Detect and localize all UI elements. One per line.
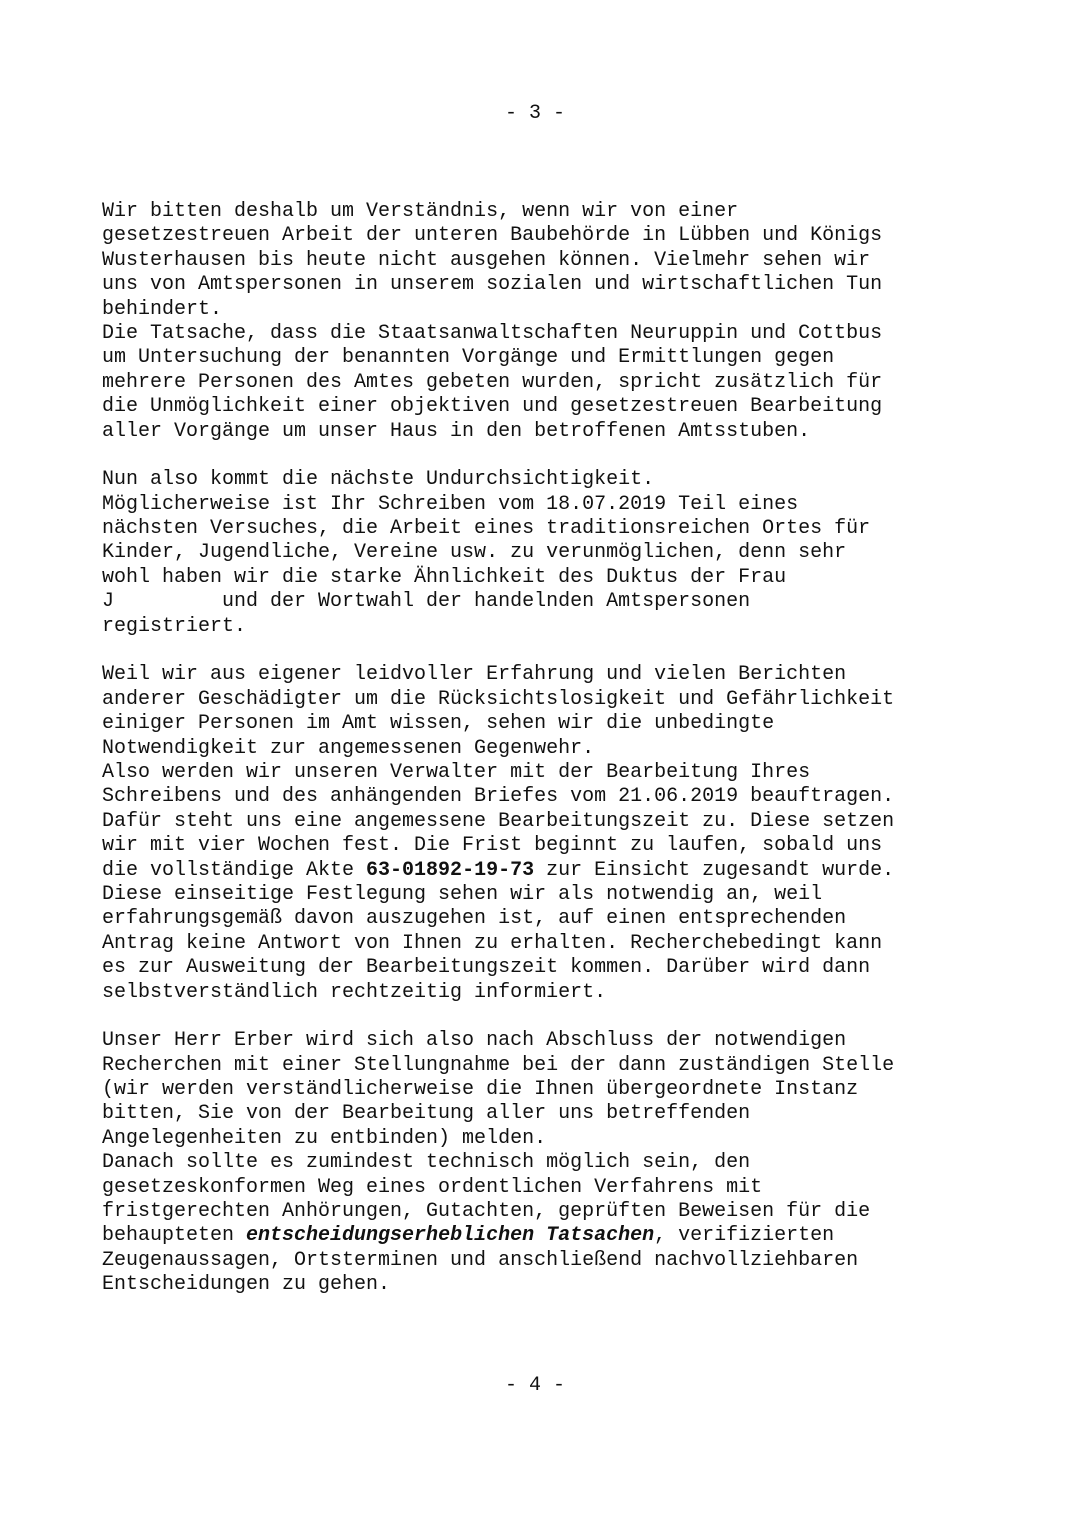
text-line: Möglicherweise ist Ihr Schreiben vom 18.07.2019 Teil eines xyxy=(102,492,799,516)
text-line: fristgerechten Anhörungen, Gutachten, geprüften Beweisen für die xyxy=(102,1200,871,1224)
text-line: Also werden wir unseren Verwalter mit der Bearbeitung Ihres xyxy=(102,760,811,784)
text-line: J und der Wortwahl der handelnden Amtspersonen xyxy=(102,590,751,614)
text-line: Wir bitten deshalb um Verständnis, wenn wir von einer xyxy=(102,200,739,223)
text-segment: behaupteten xyxy=(102,1224,247,1248)
text-line: selbstverständlich rechtzeitig informiert. xyxy=(102,980,607,1004)
page-number-top: - 3 - xyxy=(504,102,565,125)
text-line: registriert. xyxy=(102,614,247,638)
text-line: anderer Geschädigter um die Rücksichtslosigkeit und Gefährlichkeit xyxy=(102,687,895,711)
text-line: um Untersuchung der benannten Vorgänge und Ermittlungen gegen xyxy=(102,346,835,370)
text-line: Unser Herr Erber wird sich also nach Abschluss der notwendigen xyxy=(102,1029,847,1053)
paragraph-3 xyxy=(102,663,1002,1004)
text-line: Entscheidungen zu gehen. xyxy=(102,1273,391,1297)
text-line: gesetzestreuen Arbeit der unteren Baubehörde in Lübben und Königs xyxy=(102,224,883,248)
text-line: wir mit vier Wochen fest. Die Frist beginnt zu laufen, sobald uns xyxy=(102,834,883,858)
text-line: mehrere Personen des Amtes gebeten wurden, spricht zusätzlich für xyxy=(102,370,883,394)
text-line: nächsten Versuches, die Arbeit eines traditionsreichen Ortes für xyxy=(102,517,871,541)
text-segment: die vollständige Akte xyxy=(102,858,367,882)
text-line: behindert. xyxy=(102,297,223,321)
paragraph-1 xyxy=(102,200,1002,444)
text-line: Notwendigkeit zur angemessenen Gegenwehr. xyxy=(102,736,595,760)
file-number: 63-01892-19-73 xyxy=(366,858,535,882)
text-line: Recherchen mit einer Stellungnahme bei der dann zuständigen Stelle xyxy=(102,1053,895,1077)
text-line: Schreibens und des anhängenden Briefes vom 21.06.2019 beauftragen. xyxy=(102,785,895,809)
text-line: Antrag keine Antwort von Ihnen zu erhalten. Recherchebedingt kann xyxy=(102,931,883,955)
text-line: erfahrungsgemäß davon auszugehen ist, auf einen entsprechenden xyxy=(102,907,847,931)
paragraph-2 xyxy=(102,468,1002,639)
text-line: die Unmöglichkeit einer objektiven und gesetzestreuen Bearbeitung xyxy=(102,395,883,419)
emphasized-phrase: entscheidungserheblichen Tatsachen xyxy=(246,1224,655,1248)
text-line: Zeugenaussagen, Ortsterminen und anschließend nachvollziehbaren xyxy=(102,1248,859,1272)
text-line: es zur Ausweitung der Bearbeitungszeit kommen. Darüber wird dann xyxy=(102,956,871,980)
text-line: Wusterhausen bis heute nicht ausgehen können. Vielmehr sehen wir xyxy=(102,248,871,272)
text-segment: , verifizierten xyxy=(654,1224,835,1248)
page-number-bottom: - 4 - xyxy=(504,1374,565,1397)
text-line: Dafür steht uns eine angemessene Bearbeitungszeit zu. Diese setzen xyxy=(102,809,895,833)
text-segment: zur Einsicht zugesandt wurde. xyxy=(534,858,895,882)
text-line: Die Tatsache, dass die Staatsanwaltschaften Neuruppin und Cottbus xyxy=(102,321,883,345)
text-line: Nun also kommt die nächste Undurchsichtigkeit. xyxy=(102,468,655,492)
text-line: aller Vorgänge um unser Haus in den betroffenen Amtsstuben. xyxy=(102,419,811,443)
text-line: (wir werden verständlicherweise die Ihnen übergeordnete Instanz xyxy=(102,1078,859,1102)
text-line: Kinder, Jugendliche, Vereine usw. zu verunmöglichen, denn sehr xyxy=(102,541,847,565)
text-line: uns von Amtspersonen in unserem sozialen und wirtschaftlichen Tun xyxy=(102,273,883,297)
text-line: Weil wir aus eigener leidvoller Erfahrung und vielen Berichten xyxy=(102,663,847,687)
text-line: Danach sollte es zumindest technisch möglich sein, den xyxy=(102,1151,751,1175)
text-line-file-reference xyxy=(102,859,1002,883)
paragraph-4 xyxy=(102,1029,1002,1297)
text-line: bitten, Sie von der Bearbeitung aller uns betreffenden xyxy=(102,1102,751,1126)
text-line: Angelegenheiten zu entbinden) melden. xyxy=(102,1126,547,1150)
text-line-emphasis xyxy=(102,1224,1002,1248)
text-line: einiger Personen im Amt wissen, sehen wir die unbedingte xyxy=(102,712,775,736)
letter-body xyxy=(102,200,1002,1322)
text-line: wohl haben wir die starke Ähnlichkeit des Duktus der Frau xyxy=(102,565,787,589)
text-line: gesetzeskonformen Weg eines ordentlichen Verfahrens mit xyxy=(102,1175,763,1199)
text-line: Diese einseitige Festlegung sehen wir als notwendig an, weil xyxy=(102,882,823,906)
